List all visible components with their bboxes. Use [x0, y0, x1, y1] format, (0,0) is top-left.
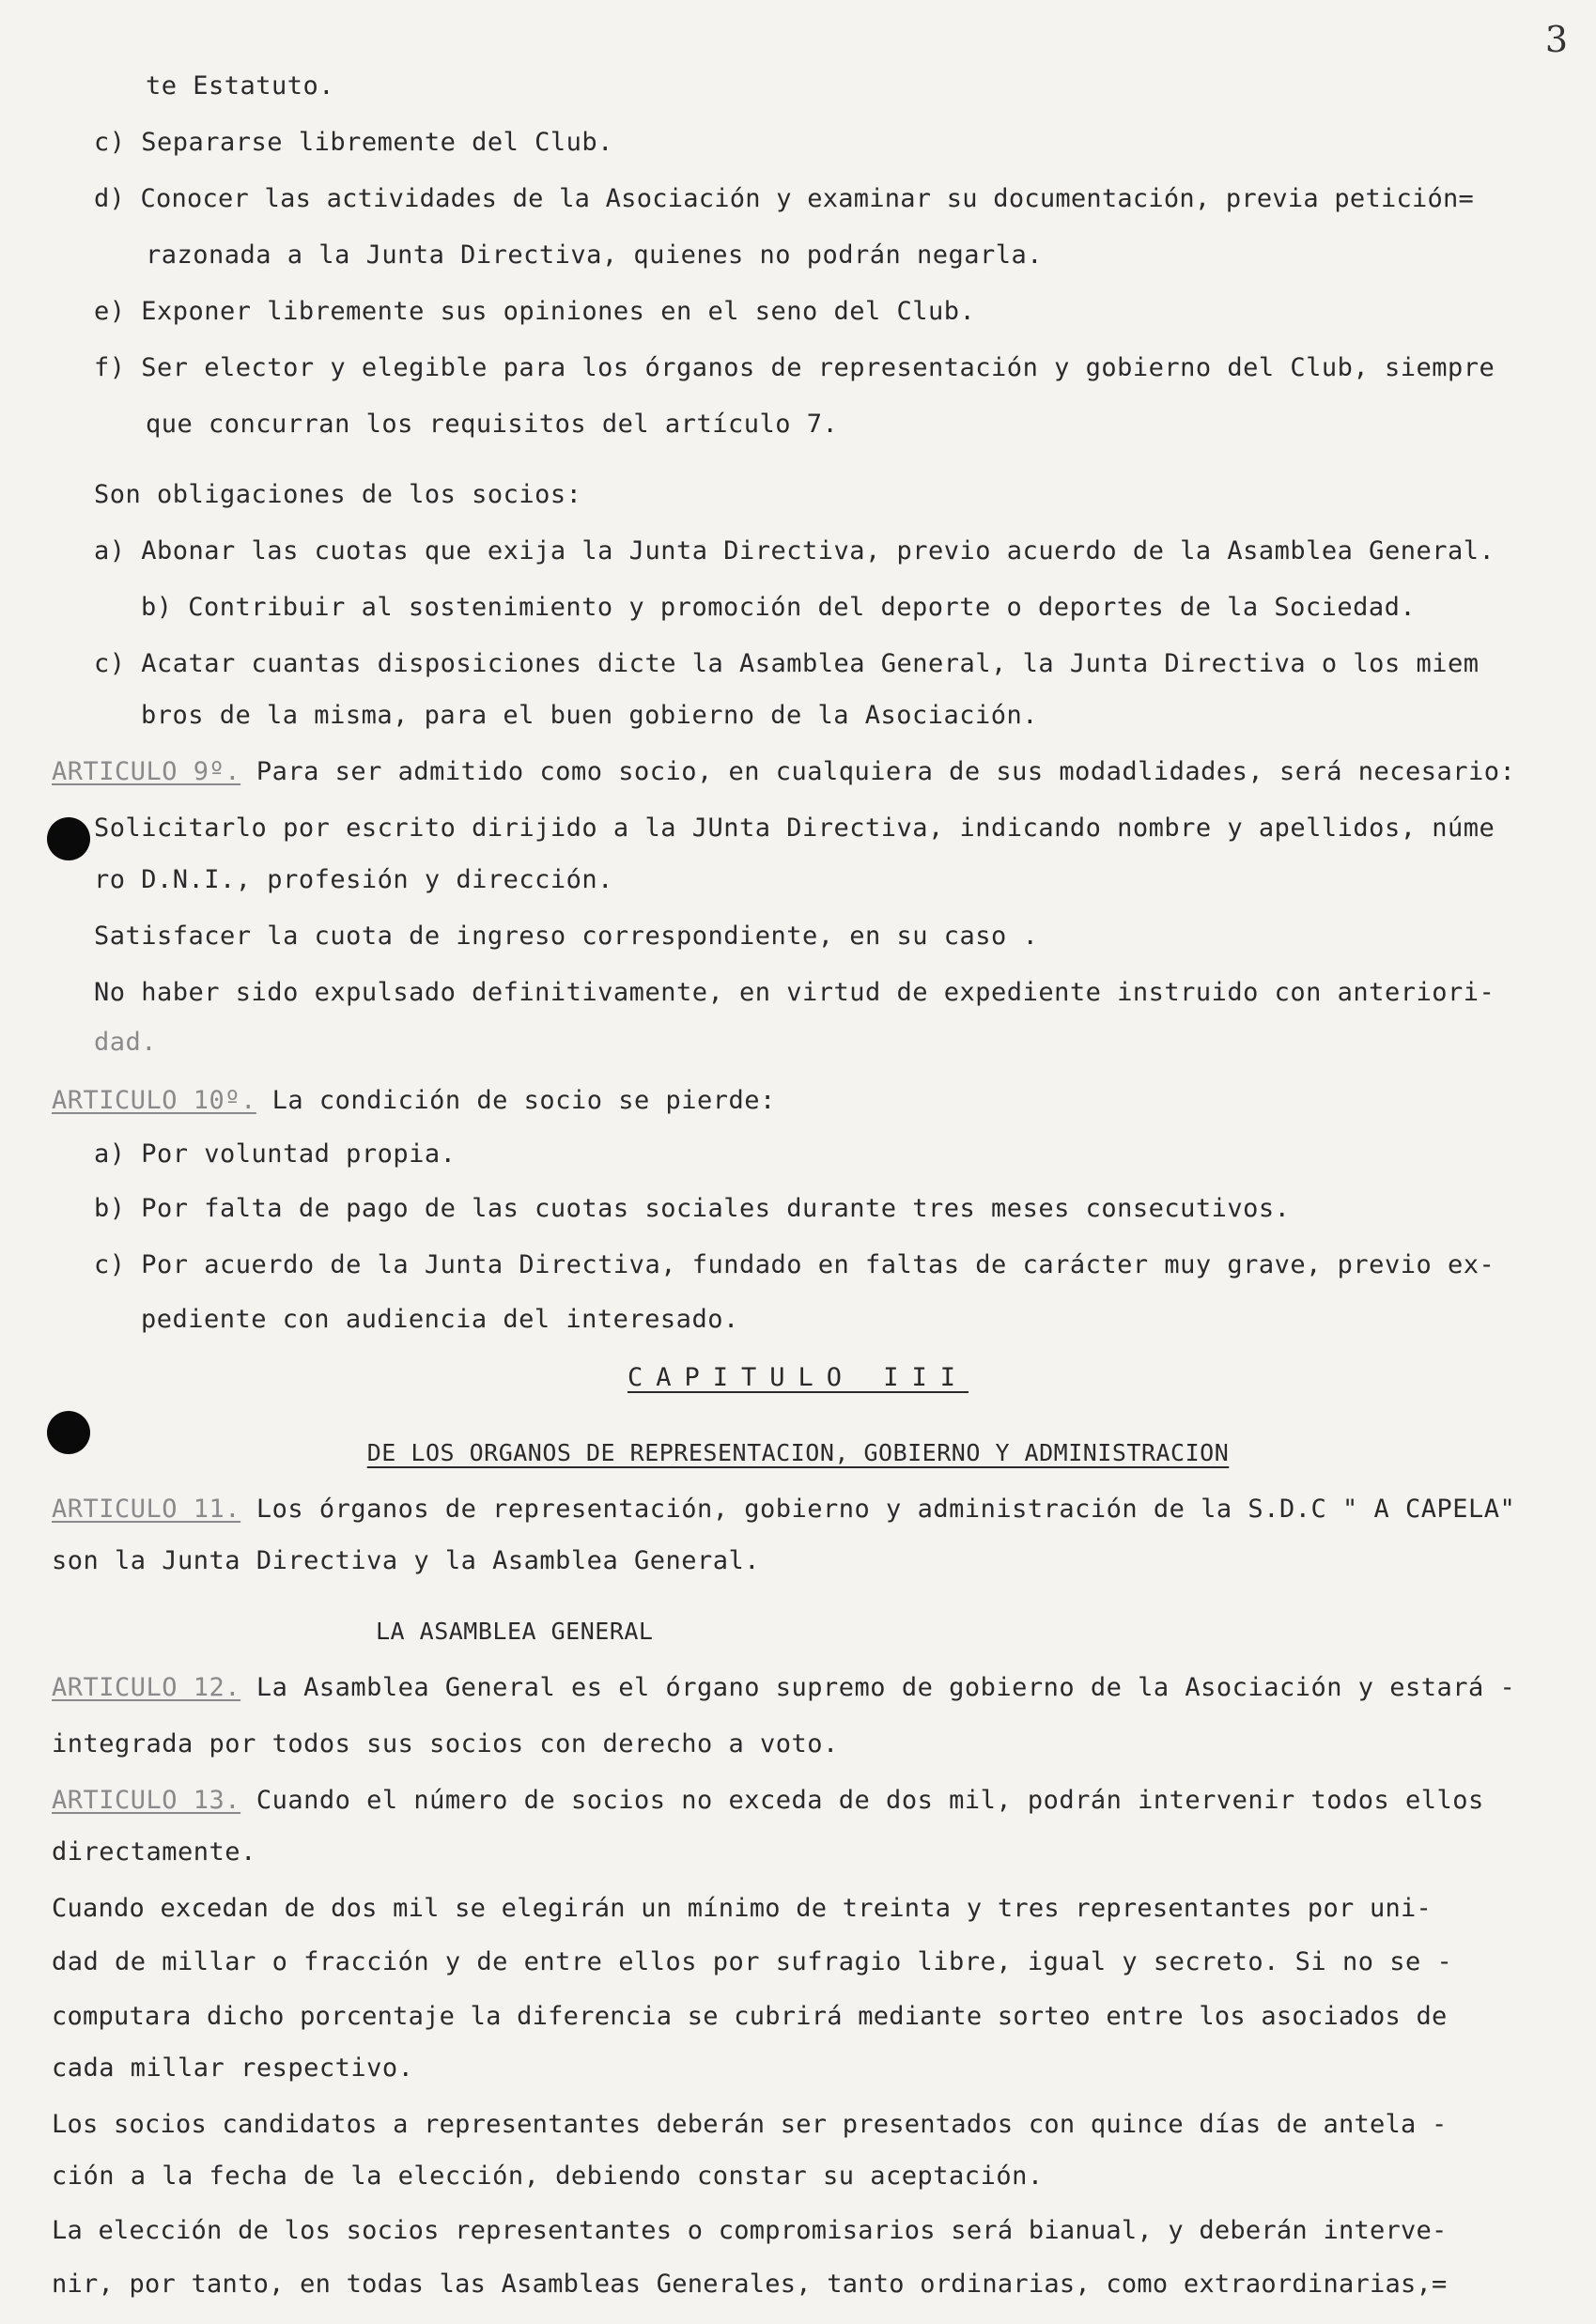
section-title: LA ASAMBLEA GENERAL	[376, 1618, 654, 1645]
text-line: Satisfacer la cuota de ingreso correspondiente, en su caso .	[94, 922, 1039, 951]
text-line: que concurran los requisitos del artículo 7.	[146, 410, 839, 439]
text-line: e) Exponer libremente sus opiniones en el seno del Club.	[94, 297, 976, 326]
text-line: ARTICULO 12. La Asamblea General es el órgano supremo de gobierno de la Asociación y estará -	[52, 1673, 1516, 1702]
text-line: b) Contribuir al sostenimiento y promoción del deporte o deportes de la Sociedad.	[141, 593, 1417, 622]
text-line: c) Por acuerdo de la Junta Directiva, fundado en faltas de carácter muy grave, previo ex-	[94, 1250, 1495, 1279]
text-line: ro D.N.I., profesión y dirección.	[94, 865, 613, 894]
text-line: c) Acatar cuantas disposiciones dicte la Asamblea General, la Junta Directiva o los miem	[94, 649, 1480, 678]
text-line: a) Por voluntad propia.	[94, 1139, 457, 1169]
text-line: Los socios candidatos a representantes deberán ser presentados con quince días de antela -	[52, 2110, 1448, 2139]
text-line: Son obligaciones de los socios:	[94, 480, 582, 509]
text-line: dad de millar o fracción y de entre ellos por sufragio libre, igual y secreto. Si no se -	[52, 1947, 1453, 1976]
text-line: razonada a la Junta Directiva, quienes no podrán negarla.	[146, 240, 1044, 270]
text-line: d) Conocer las actividades de la Asociación y examinar su documentación, previa petición=	[94, 184, 1474, 213]
text-line: ción a la fecha de la elección, debiendo constar su aceptación.	[52, 2161, 1044, 2191]
text-line: Cuando excedan de dos mil se elegirán un mínimo de treinta y tres representantes por uni-	[52, 1894, 1432, 1923]
text-line: La elección de los socios representantes o compromisarios será bianual, y deberán interve-	[52, 2216, 1448, 2245]
article-heading: ARTICULO 10º.	[52, 1086, 256, 1115]
text-line: bros de la misma, para el buen gobierno de la Asociación.	[141, 701, 1039, 730]
text-line: No haber sido expulsado definitivamente, en virtud de expediente instruido con anteriori-	[94, 978, 1495, 1007]
text-line: computara dicho porcentaje la diferencia se cubrirá mediante sorteo entre los asociados de	[52, 2002, 1448, 2031]
text-line: directamente.	[52, 1837, 256, 1867]
text-line: b) Por falta de pago de las cuotas sociales durante tres meses consecutivos.	[94, 1194, 1291, 1223]
text-line: nir, por tanto, en todas las Asambleas Generales, tanto ordinarias, como extraordinarias,=	[52, 2270, 1448, 2299]
chapter-title: CAPITULO III	[627, 1363, 969, 1392]
text-line: ARTICULO 11. Los órganos de representación, gobierno y administración de la S.D.C " A CAPELA"	[52, 1495, 1516, 1524]
text-line: c) Separarse libremente del Club.	[94, 128, 613, 157]
text-line: integrada por todos sus socios con derecho a voto.	[52, 1729, 839, 1758]
text-line: ARTICULO 10º. La condición de socio se pierde:	[52, 1086, 776, 1115]
text-line: ARTICULO 13. Cuando el número de socios no exceda de dos mil, podrán intervenir todos ellos	[52, 1786, 1484, 1815]
text-line: son la Junta Directiva y la Asamblea General.	[52, 1546, 760, 1575]
text-line: ARTICULO 9º. Para ser admitido como socio, en cualquiera de sus modadlidades, será necesario:	[52, 757, 1516, 786]
text-line: Solicitarlo por escrito dirijido a la JUnta Directiva, indicando nombre y apellidos, núme	[94, 813, 1495, 843]
text-line: pediente con audiencia del interesado.	[141, 1305, 739, 1334]
text-line: te Estatuto.	[146, 71, 335, 101]
article-heading: ARTICULO 11.	[52, 1495, 241, 1524]
page-number: 3	[1544, 19, 1569, 60]
article-heading: ARTICULO 9º.	[52, 757, 241, 786]
chapter-subtitle: DE LOS ORGANOS DE REPRESENTACION, GOBIERNO Y ADMINISTRACION	[366, 1439, 1230, 1466]
article-heading: ARTICULO 12.	[52, 1673, 241, 1702]
text-line: dad.	[94, 1028, 158, 1057]
text-line: f) Ser elector y elegible para los órganos de representación y gobierno del Club, siempre	[94, 353, 1495, 382]
text-line: a) Abonar las cuotas que exija la Junta Directiva, previo acuerdo de la Asamblea General.	[94, 536, 1495, 566]
text-line: cada millar respectivo.	[52, 2053, 414, 2083]
article-heading: ARTICULO 13.	[52, 1786, 241, 1815]
punch-hole-top	[47, 817, 90, 860]
